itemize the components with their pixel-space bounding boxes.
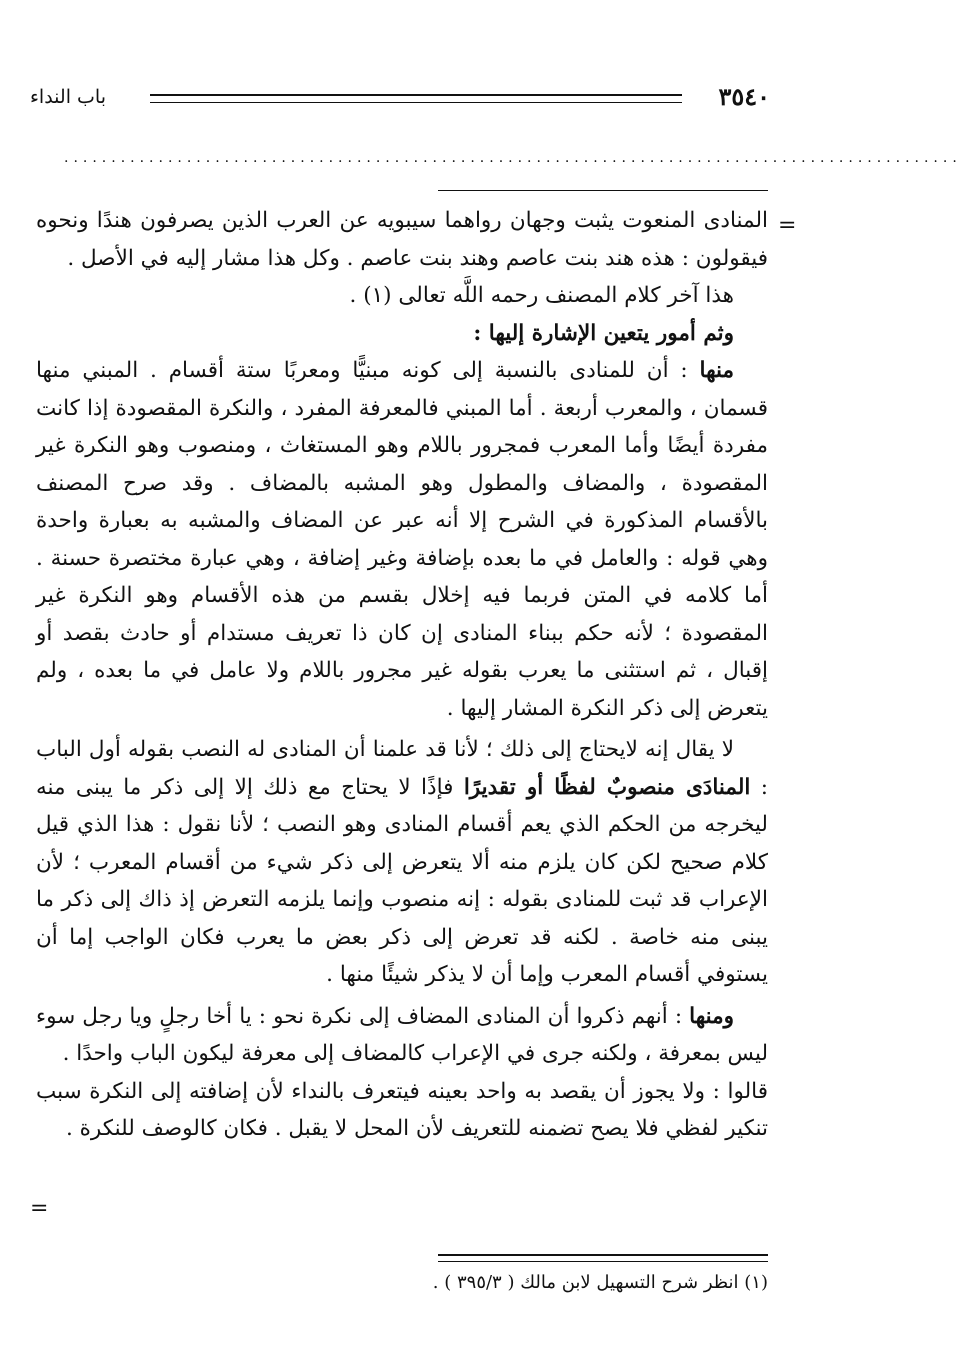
paragraph-first-point xyxy=(36,352,768,727)
footnote-number: (١) xyxy=(744,1272,768,1293)
paragraph-second-point xyxy=(36,998,768,1073)
section-heading xyxy=(36,315,768,353)
paragraph-author-end xyxy=(36,277,768,315)
page-number: ٣٥٤٠ xyxy=(718,82,770,111)
paragraph-first-point-text: : أن للمنادى بالنسبة إلى كونه مبنيًّا ومعربًا ستة أقسام . المبني منها قسمان ، والمعرب أربعة . أما المبني فالمعرفة المفرد ، والنكرة المقصودة إذا كانت مفردة أيضًا وأما المعرب فمجرور باللام وهو المستغاث ، ومنصوب وهو النكرة غير المقصودة ، والمضاف والمطول وهو المشبه بالمضاف . وقد صرح المصنف بالأقسام المذكورة في الشرح إلا أنه عبر عن المضاف والمشبه به بعبارة واحدة وهي قوله : والعامل في ما بعده بإضافة وغير إضافة ، وهي عبارة مختصرة حسنة . أما كلامه في المتن فربما فيه إخلال بقسم من هذه الأقسام وهو النكرة غير المقصودة ؛ لأنه حكم ببناء المنادى إن كان ذا تعريف مستدام أو حادث بقصد أو إقبال ، ثم استثنى ما يعرب بقوله غير مجرور باللام ولا عامل في ما بعده ، ولم يتعرض إلى ذكر النكرة المشار إليها . xyxy=(36,358,768,721)
paragraph-author-end-text: هذا آخر كلام المصنف رحمه اللَّه تعالى xyxy=(398,283,734,308)
short-rule xyxy=(438,190,768,191)
footnote xyxy=(300,1268,768,1298)
paragraph-objection-rest: فإذًا لا يحتاج مع ذلك إلا إلى ذكر ما يبنى منه ليخرجه من الحكم الذي يعم أقسام المنادى وهو النصب ؛ لأنا نقول : هذا الذي قيل كلام صحيح لكن كان يلزم منه ألا يتعرض إلى ذكر شيء من أقسام المعرب ؛ لأن الإعراب قد ثبت للمنادى بقوله : إنه منصوب وإنما يلزمه التعرض إذ ذاك إلى ذكر ما يبنى منه خاصة . لكنه قد تعرض إلى ذكر بعض ما يعرب فكان الواجب إما أن يستوفي أقسام المعرب وإما أن لا يذكر شيئًا منها . xyxy=(36,774,768,987)
paragraph-objection xyxy=(36,731,768,994)
continuation-mark-end: = xyxy=(30,1196,49,1221)
paragraph-they-said: قالوا : ولا يجوز أن يقصد به واحد بعينه فيتعرف بالنداء لأن إضافته إلى النكرة سبب تنكير لفظي فلا يصح تضمنه للتعريف لأن المحل لا يقبل . فكان كالوصف للنكرة . xyxy=(36,1078,768,1141)
dotted-separator: ............................................................................................... xyxy=(64,150,962,166)
point-lead: منها xyxy=(699,358,734,383)
paragraph-objection-start: لا يقال إنه لايحتاج إلى ذلك ؛ لأنا قد علمنا أن المنادى له النصب بقوله أول الباب : xyxy=(36,737,768,800)
point-lead: ومنها xyxy=(689,1003,735,1029)
footnote-rule xyxy=(438,1254,768,1262)
section-title: باب النداء xyxy=(30,86,106,108)
footnote-text: انظر شرح التسهيل لابن مالك ( ٣٩٥/٣ ) . xyxy=(432,1272,739,1293)
paragraph-second-point-text: : أنهم ذكروا أن المنادى المضاف إلى نكرة نحو : يا أخا رجلٍ ويا رجل سوء ليس بمعرفة ، ولكنه جرى في الإعراب كالمضاف إلى معرفة ليكون الباب واحدًا . xyxy=(36,1003,768,1066)
section-heading-text: وثم أمور يتعين الإشارة إليها : xyxy=(473,320,734,346)
quoted-rule: المنادَى منصوبٌ لفظًا أو تقديرًا xyxy=(463,774,751,800)
sentence-end: . xyxy=(349,283,357,308)
running-header xyxy=(30,82,770,116)
body-text xyxy=(36,202,768,1148)
footnote-reference[interactable]: (١) xyxy=(363,283,392,308)
paragraph-continued: المنادى المنعوت يثبت وجهان رواهما سيبويه عن العرب الذين يصرفون هندًا ونحوه فيقولون : هذه هند بنت عاصم وهند بنت عاصم . وكل هذا مشار إليه في الأصل . xyxy=(36,208,768,271)
continuation-mark-start: = xyxy=(778,213,797,238)
header-rule xyxy=(150,94,682,103)
